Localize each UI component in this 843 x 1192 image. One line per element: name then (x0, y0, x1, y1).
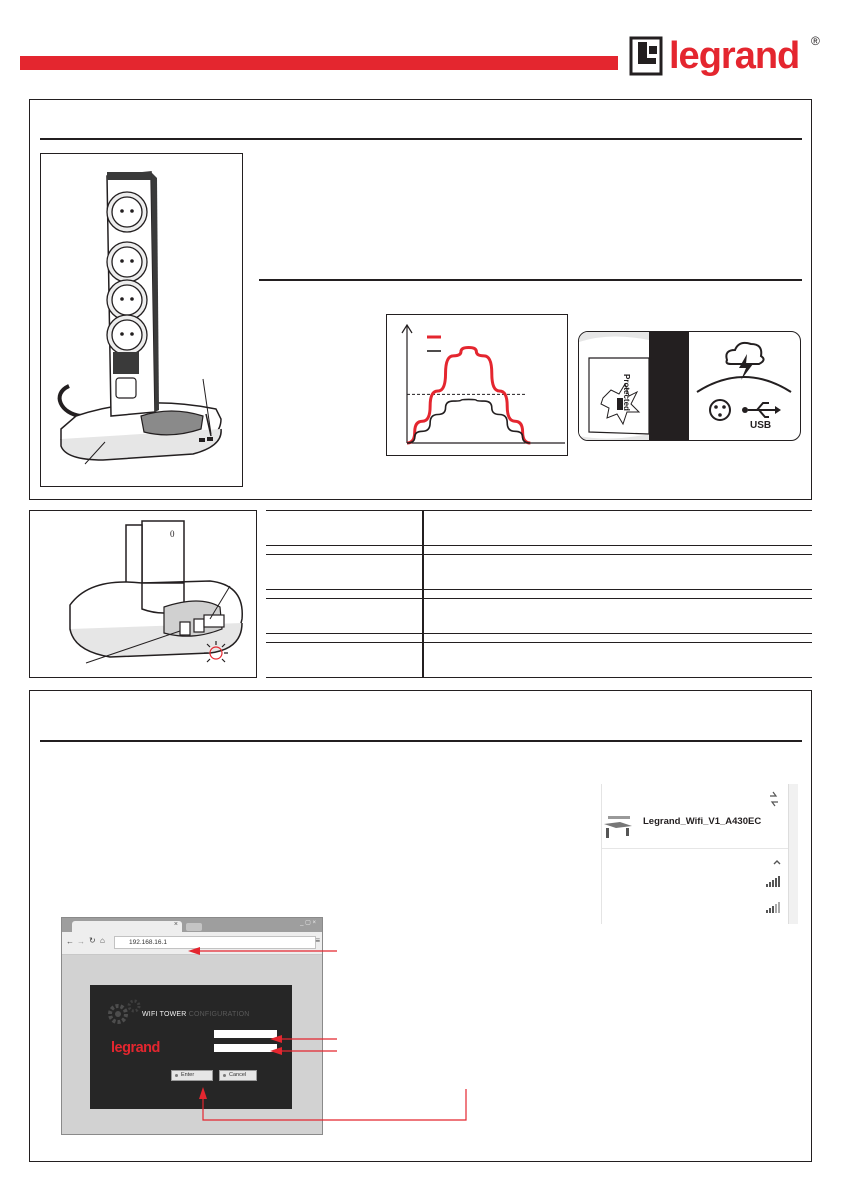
wifi-separator (602, 848, 788, 849)
usb-illustration-frame (29, 510, 257, 678)
address-text: 192.168.16.1 (129, 939, 167, 946)
product-illustration-frame (40, 153, 243, 487)
password-field[interactable] (214, 1044, 277, 1052)
surge-chart-frame (386, 314, 568, 456)
wifi-network-list (601, 784, 798, 924)
menu-icon[interactable]: ≡ (315, 936, 320, 945)
table-row (266, 554, 812, 590)
section-overview-inner-rule (259, 279, 802, 281)
browser-tabstrip (62, 918, 322, 932)
address-bar[interactable] (114, 936, 316, 949)
status-table (266, 510, 812, 678)
legrand-mark-icon (629, 36, 663, 76)
table-row (266, 598, 812, 634)
svg-text:0: 0 (170, 529, 175, 539)
usb-ports-illustration (30, 511, 255, 676)
new-tab-button[interactable] (186, 923, 202, 931)
table-row (266, 642, 812, 678)
protection-panel (578, 331, 801, 441)
browser-content (62, 955, 322, 1134)
window-controls-icon[interactable]: _ ▢ × (300, 920, 316, 926)
browser-tab[interactable] (72, 921, 182, 932)
usb-label: USB (750, 420, 772, 431)
table-divider (422, 510, 424, 678)
logo-wordmark: legrand (669, 35, 800, 77)
browser-toolbar (62, 932, 322, 955)
header-red-bar (20, 56, 618, 70)
wifi-scrollbar[interactable] (788, 784, 798, 924)
cancel-button[interactable]: Cancel (219, 1070, 257, 1081)
login-brand: legrand (111, 1040, 160, 1056)
protected-label: Protected (622, 374, 631, 411)
enter-button[interactable]: Enter (171, 1070, 213, 1081)
login-panel (90, 985, 292, 1109)
power-tower-illustration (41, 154, 241, 485)
back-arrow-icon[interactable]: ← (66, 937, 74, 946)
wifi-list-icons (602, 784, 788, 924)
reload-icon[interactable]: ↻ (89, 936, 96, 945)
surge-chart (387, 315, 567, 455)
wifi-network-name[interactable]: Legrand_Wifi_V1_A430EC (643, 816, 762, 827)
username-field[interactable] (214, 1030, 277, 1038)
legrand-logo (629, 34, 820, 78)
series-line-1 (407, 347, 530, 443)
forward-arrow-icon[interactable]: → (77, 937, 85, 946)
table-row (266, 510, 812, 546)
section-overview-rule (40, 138, 802, 140)
registered-mark: ® (811, 34, 820, 48)
tab-close-icon[interactable]: × (173, 921, 178, 928)
browser-window (61, 917, 323, 1135)
section-wifi-setup-rule (40, 740, 802, 742)
home-icon[interactable]: ⌂ (100, 936, 105, 945)
login-title: WIFI TOWER CONFIGURATION (142, 1011, 250, 1018)
